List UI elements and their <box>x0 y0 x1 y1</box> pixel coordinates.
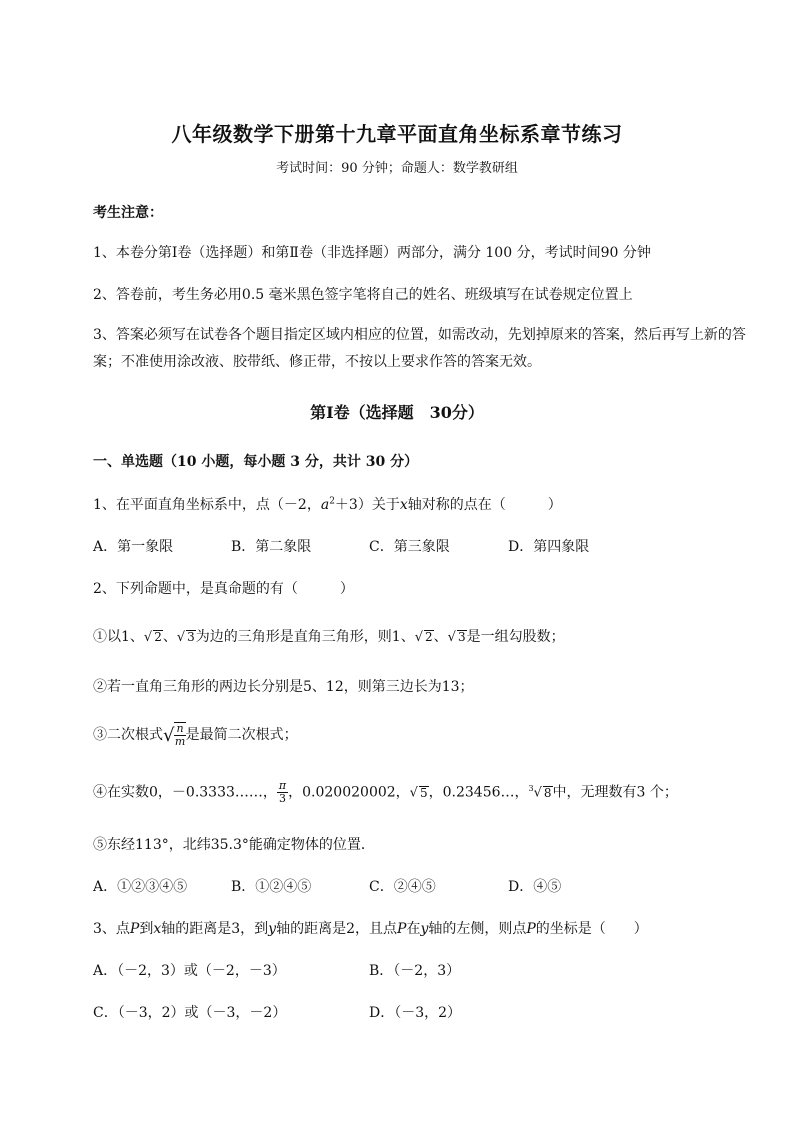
question-2-statement-2: ②若一直角三角形的两边长分别是5、12，则第三边长为13； <box>93 679 474 695</box>
notice-heading: 考生注意： <box>93 205 163 221</box>
question-3-stem: 3、点P到x轴的距离是3，到y轴的距离是2，且点P在y轴的左侧，则点P的坐标是（ ） <box>93 921 648 937</box>
question-1-option-a[interactable]: A．第一象限 <box>93 539 174 555</box>
question-3-option-d[interactable]: D．（－3，2） <box>369 1005 462 1021</box>
question-2-statement-5: ⑤东经113°，北纬35.3°能确定物体的位置． <box>93 837 375 853</box>
question-2-option-c[interactable]: C．②④⑤ <box>369 879 436 895</box>
exam-subtitle: 考试时间：90 分钟；命题人：数学教研组 <box>276 161 518 176</box>
question-1-option-b[interactable]: B．第二象限 <box>231 539 312 555</box>
notice-item-2: 2、答卷前，考生务必用0.5 毫米黑色签字笔将自己的姓名、班级填写在试卷规定位置上 <box>93 287 633 303</box>
question-2-statement-4: ④在实数0，－0.3333……， $\frac{\pi}{3}$ ，0.020020002，√ 5，0.23456…，$^3$√ 8中，无理数有3 个； <box>93 779 678 805</box>
question-1-option-c[interactable]: C．第三象限 <box>369 539 450 555</box>
question-3-option-b[interactable]: B．（－2，3） <box>369 963 461 979</box>
question-2-statement-3: ③二次根式 √ $\frac{n}{m}$ 是最简二次根式； <box>93 722 298 748</box>
question-1-option-d[interactable]: D．第四象限 <box>508 539 590 555</box>
question-2-option-d[interactable]: D．④⑤ <box>508 879 562 895</box>
question-2-statement-1: ①以1、√ 2、√ 3为边的三角形是直角三角形，则1、√ 2、√ 3是一组勾股数； <box>93 629 565 645</box>
notice-item-3: 3、答案必须写在试卷各个题目指定区域内相应的位置，如需改动，先划掉原来的答案，然后再写上新的答案；不准使用涂改液、胶带纸、修正带，不按以上要求作答的答案无效。 <box>93 327 746 370</box>
section-title: 第Ⅰ卷（选择题 30分） <box>310 403 484 422</box>
question-3-option-a[interactable]: A．（－2，3）或（－2，－3） <box>93 963 286 979</box>
question-1-stem: 1、在平面直角坐标系中，点（－2，$a^2+3$）关于x轴对称的点在（ ） <box>93 496 562 513</box>
question-2-stem: 2、下列命题中，是真命题的有（ ） <box>93 581 354 597</box>
notice-item-1: 1、本卷分第Ⅰ卷（选择题）和第Ⅱ卷（非选择题）两部分，满分 100 分，考试时间90 分钟 <box>93 245 651 261</box>
question-2-option-b[interactable]: B．①②④⑤ <box>231 879 312 895</box>
question-3-option-c[interactable]: C．（－3，2）或（－3，－2） <box>93 1005 287 1021</box>
part-heading: 一、单选题（10 小题，每小题 3 分，共计 30 分） <box>93 454 419 470</box>
exam-title: 八年级数学下册第十九章平面直角坐标系章节练习 <box>171 122 623 146</box>
question-2-option-a[interactable]: A．①②③④⑤ <box>93 879 188 895</box>
